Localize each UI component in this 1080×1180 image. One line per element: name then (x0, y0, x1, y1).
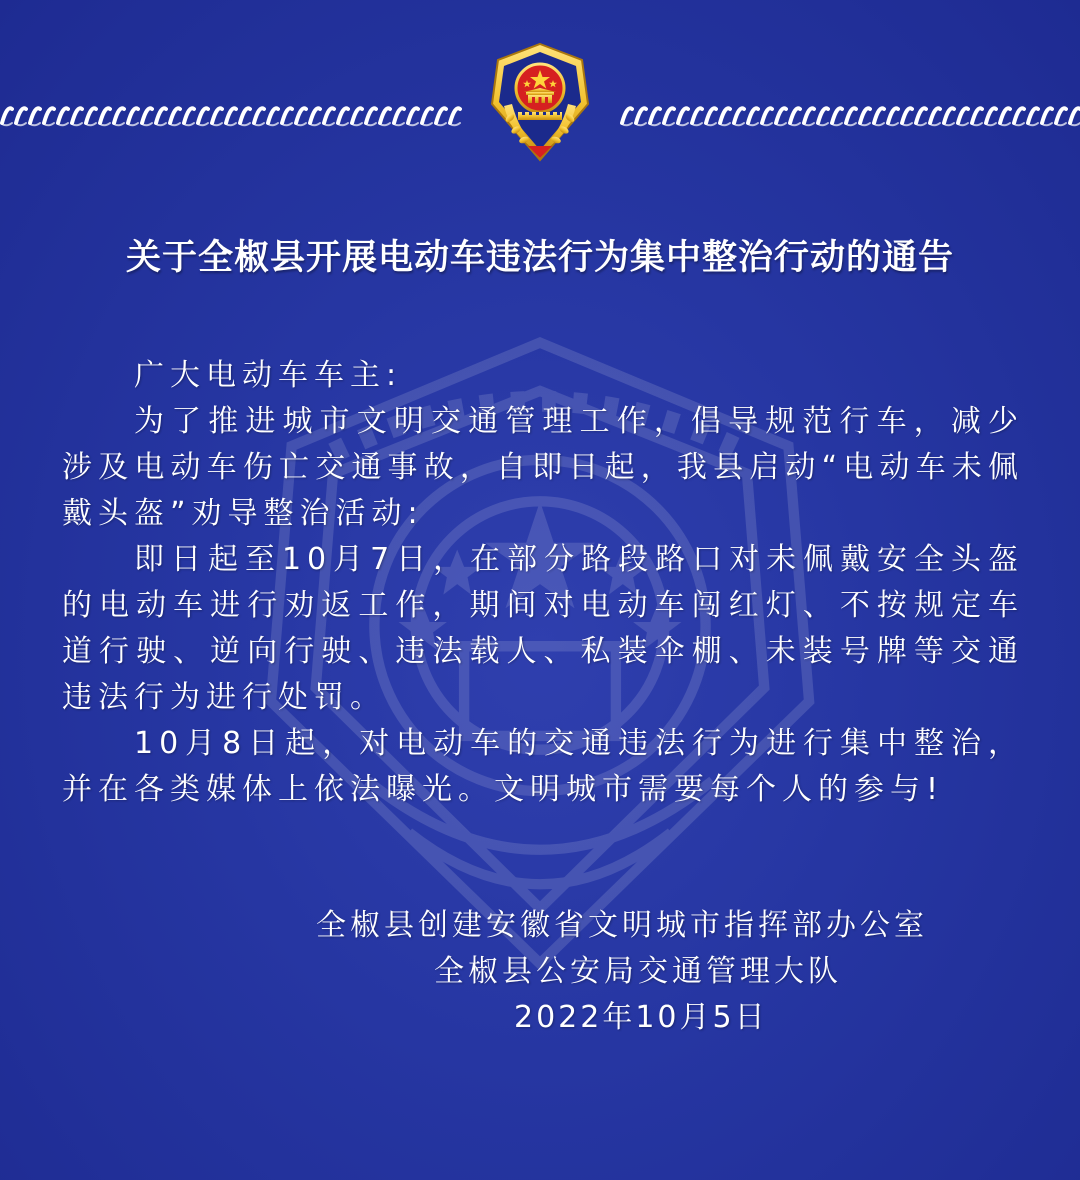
paragraph-3: 10月8日起，对电动车的交通违法行为进行集中整治，并在各类媒体上依法曝光。文明城市需要每个人的参与! (62, 726, 1024, 807)
paragraph-2: 即日起至10月7日，在部分路段路口对未佩戴安全头盔的电动车进行劝返工作，期间对电动车闯红灯、不按规定车道行驶、逆向行驶、违法载人、私装伞棚、未装号牌等交通违法行为进行处罚。 (62, 542, 1024, 715)
issuer-traffic-police: 全椒县公安局交通管理大队 (434, 954, 842, 989)
issue-date: 2022年10月5日 (514, 1000, 768, 1035)
braid-rope-ornament-right (620, 103, 1080, 129)
notice-title: 关于全椒县开展电动车违法行为集中整治行动的通告 (125, 238, 954, 278)
paragraph-1: 为了推进城市文明交通管理工作，倡导规范行车，减少涉及电动车伤亡交通事故，自即日起，我县启动“电动车未佩戴头盔”劝导整治活动: (62, 404, 1024, 531)
issuer-office: 全椒县创建安徽省文明城市指挥部办公室 (316, 908, 928, 943)
braid-rope-ornament-left (0, 103, 462, 129)
notice-body (62, 353, 1024, 813)
salutation: 广大电动车车主: (134, 358, 403, 393)
police-emblem (482, 42, 598, 168)
